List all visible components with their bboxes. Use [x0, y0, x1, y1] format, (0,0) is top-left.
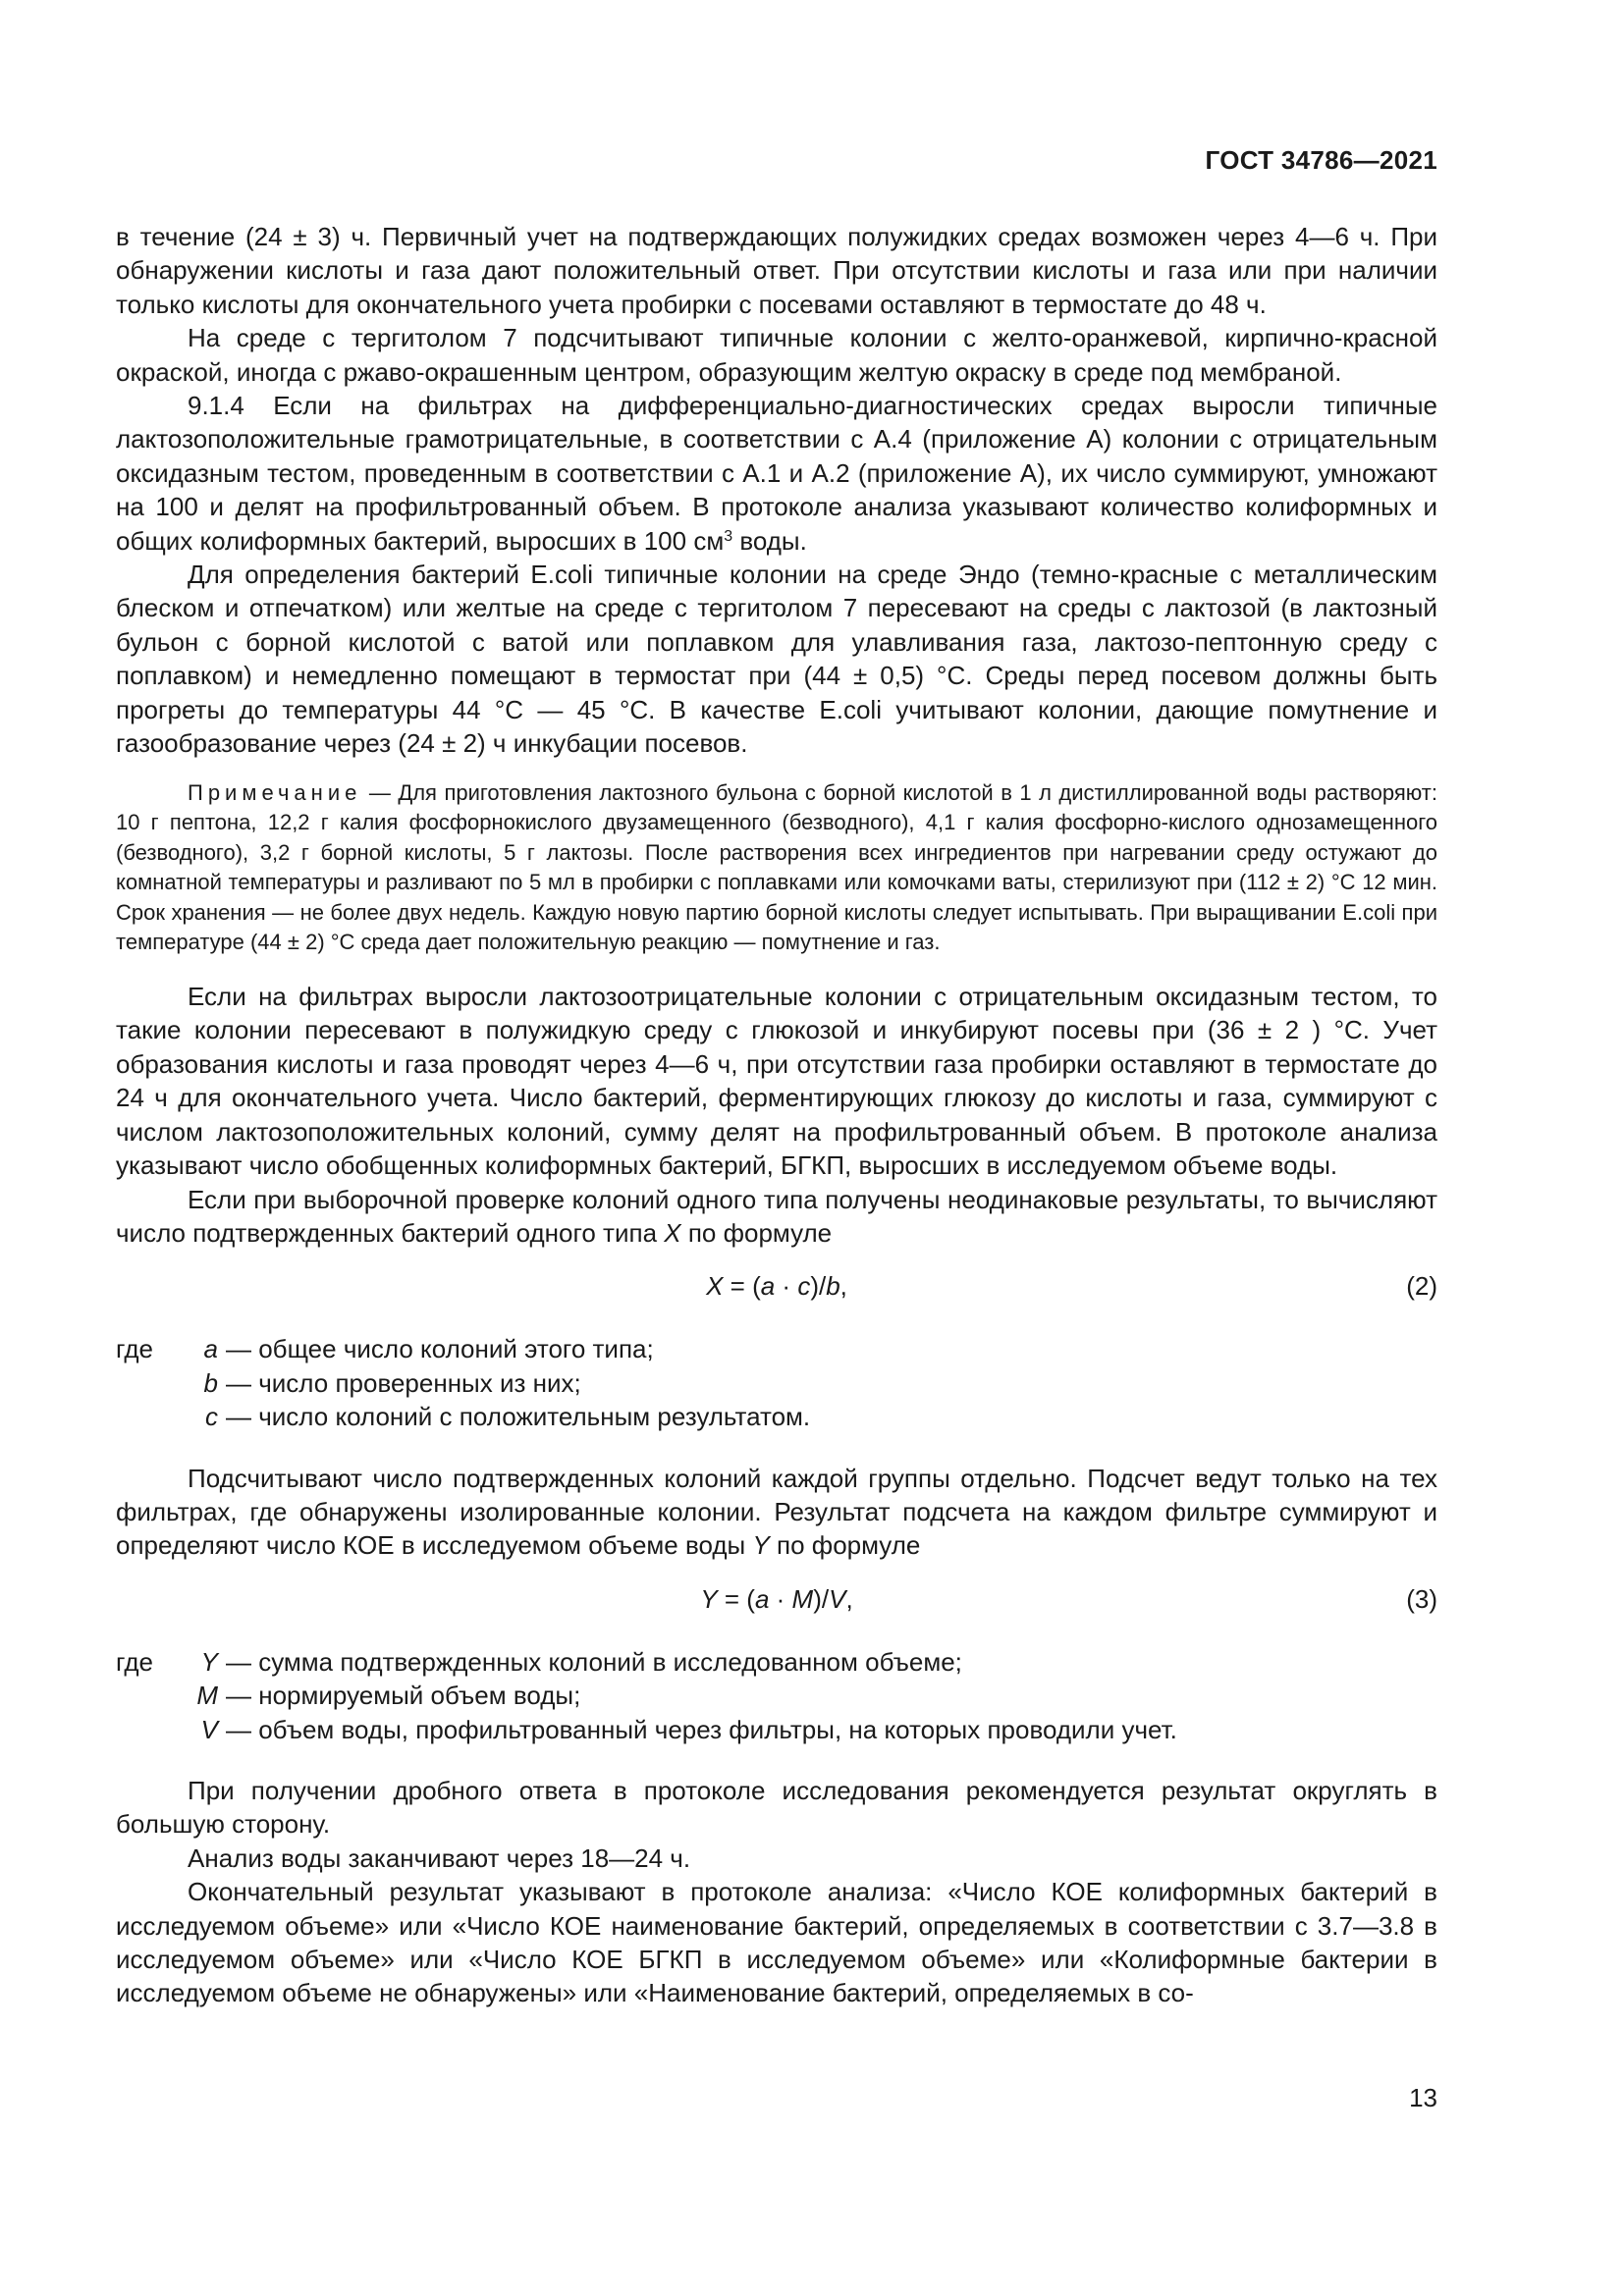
formula-2: [116, 1269, 1437, 1303]
definition-row: c — число колоний с положительным результатом.: [205, 1402, 811, 1432]
note-text: — Для приготовления лактозного бульона с борной кислотой в 1 л дистиллированной воды растворяют: 10 г пептона, 12,2 г калия фосфорнокислого двузамещенного (безводного), 4,1 г калия фосфорно-кислого однозамещенного (безводного), 3,2 г борной кислоты, 5 г лактозы. После растворения всех ингредиентов при нагревании среду остужают до комнатной температуры и разливают по 5 мл в пробирки с поплавками или комочками ваты, стерилизуют при (112 ± 2) °С 12 мин. Срок хранения — не более двух недель. Каждую новую партию борной кислоты следует испытывать. При выращивании E.coli при температуре (44 ± 2) °С среда дает положительную реакцию — помутнение и газ.: [116, 779, 1437, 955]
formula-expression: X = (a · c)/b,: [706, 1271, 847, 1302]
paragraph: Подсчитывают число подтвержденных колоний каждой группы отдельно. Подсчет ведут только на тех фильтрах, где обнаружены изолированные колонии. Результат подсчета на каждом фильтре суммируют и определяют число КОЕ в исследуемом объеме воды Y по формуле: [116, 1463, 1437, 1561]
note-label: Примечание: [188, 779, 362, 805]
formula-number: (3): [1406, 1583, 1437, 1614]
formula-2-definitions: [116, 1332, 1437, 1433]
paragraph-9-1-4: 9.1.4 Если на фильтрах на дифференциально-диагностических средах выросли типичные лактозоположительные грамотрицательные, в соответствии с А.4 (приложение А) колонии с отрицательным оксидазным тестом, проведенным в соответствии с А.1 и А.2 (приложение А), их число суммируют, умножают на 100 и делят на профильтрованный объем. В протоколе анализа указывают количество колиформных и общих колиформных бактерий, выросших в 100 $см^3$ воды.: [116, 391, 1437, 556]
page-number: 13: [1409, 2083, 1437, 2112]
paragraph: в течение (24 ± 3) ч. Первичный учет на подтверждающих полужидких средах возможен через 4—6 ч. При обнаружении кислоты и газа дают положительный ответ. При отсутствии кислоты и газа или при наличии только кислоты для окончательного учета пробирки с посевами оставляют в термостате до 48 ч.: [116, 222, 1437, 319]
formula-3-definitions: [116, 1645, 1437, 1746]
document-body: [116, 220, 1437, 2010]
paragraph: При получении дробного ответа в протоколе исследования рекомендуется результат округлять в большую сторону.: [116, 1775, 1437, 1840]
formula-expression: Y = (a · M)/V,: [700, 1583, 853, 1614]
paragraph: Если при выборочной проверке колоний одного типа получены неодинаковые результаты, то вычисляют число подтвержденных бактерий одного типа X по формуле: [116, 1184, 1437, 1248]
paragraph: На среде с тергитолом 7 подсчитывают типичные колонии с желто-оранжевой, кирпично-красной окраской, иногда с ржаво-окрашенным центром, образующим желтую окраску в среде под мембраной.: [116, 323, 1437, 387]
paragraph: Для определения бактерий E.coli типичные колонии на среде Эндо (темно-красные с металлическим блеском и отпечатком) или желтые на среде с тергитолом 7 пересевают на среды с лактозой (в лактозный бульон с борной кислотой с ватой или поплавком для улавливания газа, лактозо-пептонную среду с поплавком) и немедленно помещают в термостат при (44 ± 0,5) °С. Среды перед посевом должны быть прогреты до температуры 44 °С — 45 °С. В качестве E.coli учитывают колонии, дающие помутнение и газообразование через (24 ± 2) ч инкубации посевов.: [116, 560, 1437, 759]
definition-row: V — объем воды, профильтрованный через фильтры, на которых проводили учет.: [200, 1714, 1177, 1744]
formula-number: (2): [1406, 1271, 1437, 1302]
paragraph: Анализ воды заканчивают через 18—24 ч.: [188, 1842, 691, 1873]
definition-row: где Y — сумма подтвержденных колоний в исследованном объеме;: [116, 1646, 962, 1677]
document-code-header: ГОСТ 34786—2021: [1205, 145, 1437, 175]
paragraph: Окончательный результат указывают в протоколе анализа: «Число КОЕ колиформных бактерий в исследуемом объеме» или «Число КОЕ наименование бактерий, определяемых в соответствии с 3.7—3.8 в исследуемом объеме» или «Число КОЕ БГКП в исследуемом объеме» или «Колиформные бактерии в исследуемом объеме не обнаружены» или «Наименование бактерий, определяемых в со-: [116, 1877, 1437, 2008]
definition-row: b — число проверенных из них;: [203, 1367, 581, 1398]
paragraph: Если на фильтрах выросли лактозоотрицательные колонии с отрицательным оксидазным тестом, то такие колонии пересевают в полужидкую среду с глюкозой и инкубируют посевы при (36 ± 2 ) °С. Учет образования кислоты и газа проводят через 4—6 ч, при отсутствии газа пробирки оставляют в термостате до 24 ч для окончательного учета. Число бактерий, ферментирующих глюкозу до кислоты и газа, суммируют с числом лактозоположительных колоний, сумму делят на профильтрованный объем. В протоколе анализа указывают число обобщенных колиформных бактерий, БГКП, выросших в исследуемом объеме воды.: [116, 982, 1437, 1181]
definition-row: M — нормируемый объем воды;: [196, 1681, 581, 1711]
note: [116, 778, 1437, 959]
definition-row: где a — общее число колоний этого типа;: [116, 1334, 654, 1364]
formula-3: [116, 1582, 1437, 1616]
